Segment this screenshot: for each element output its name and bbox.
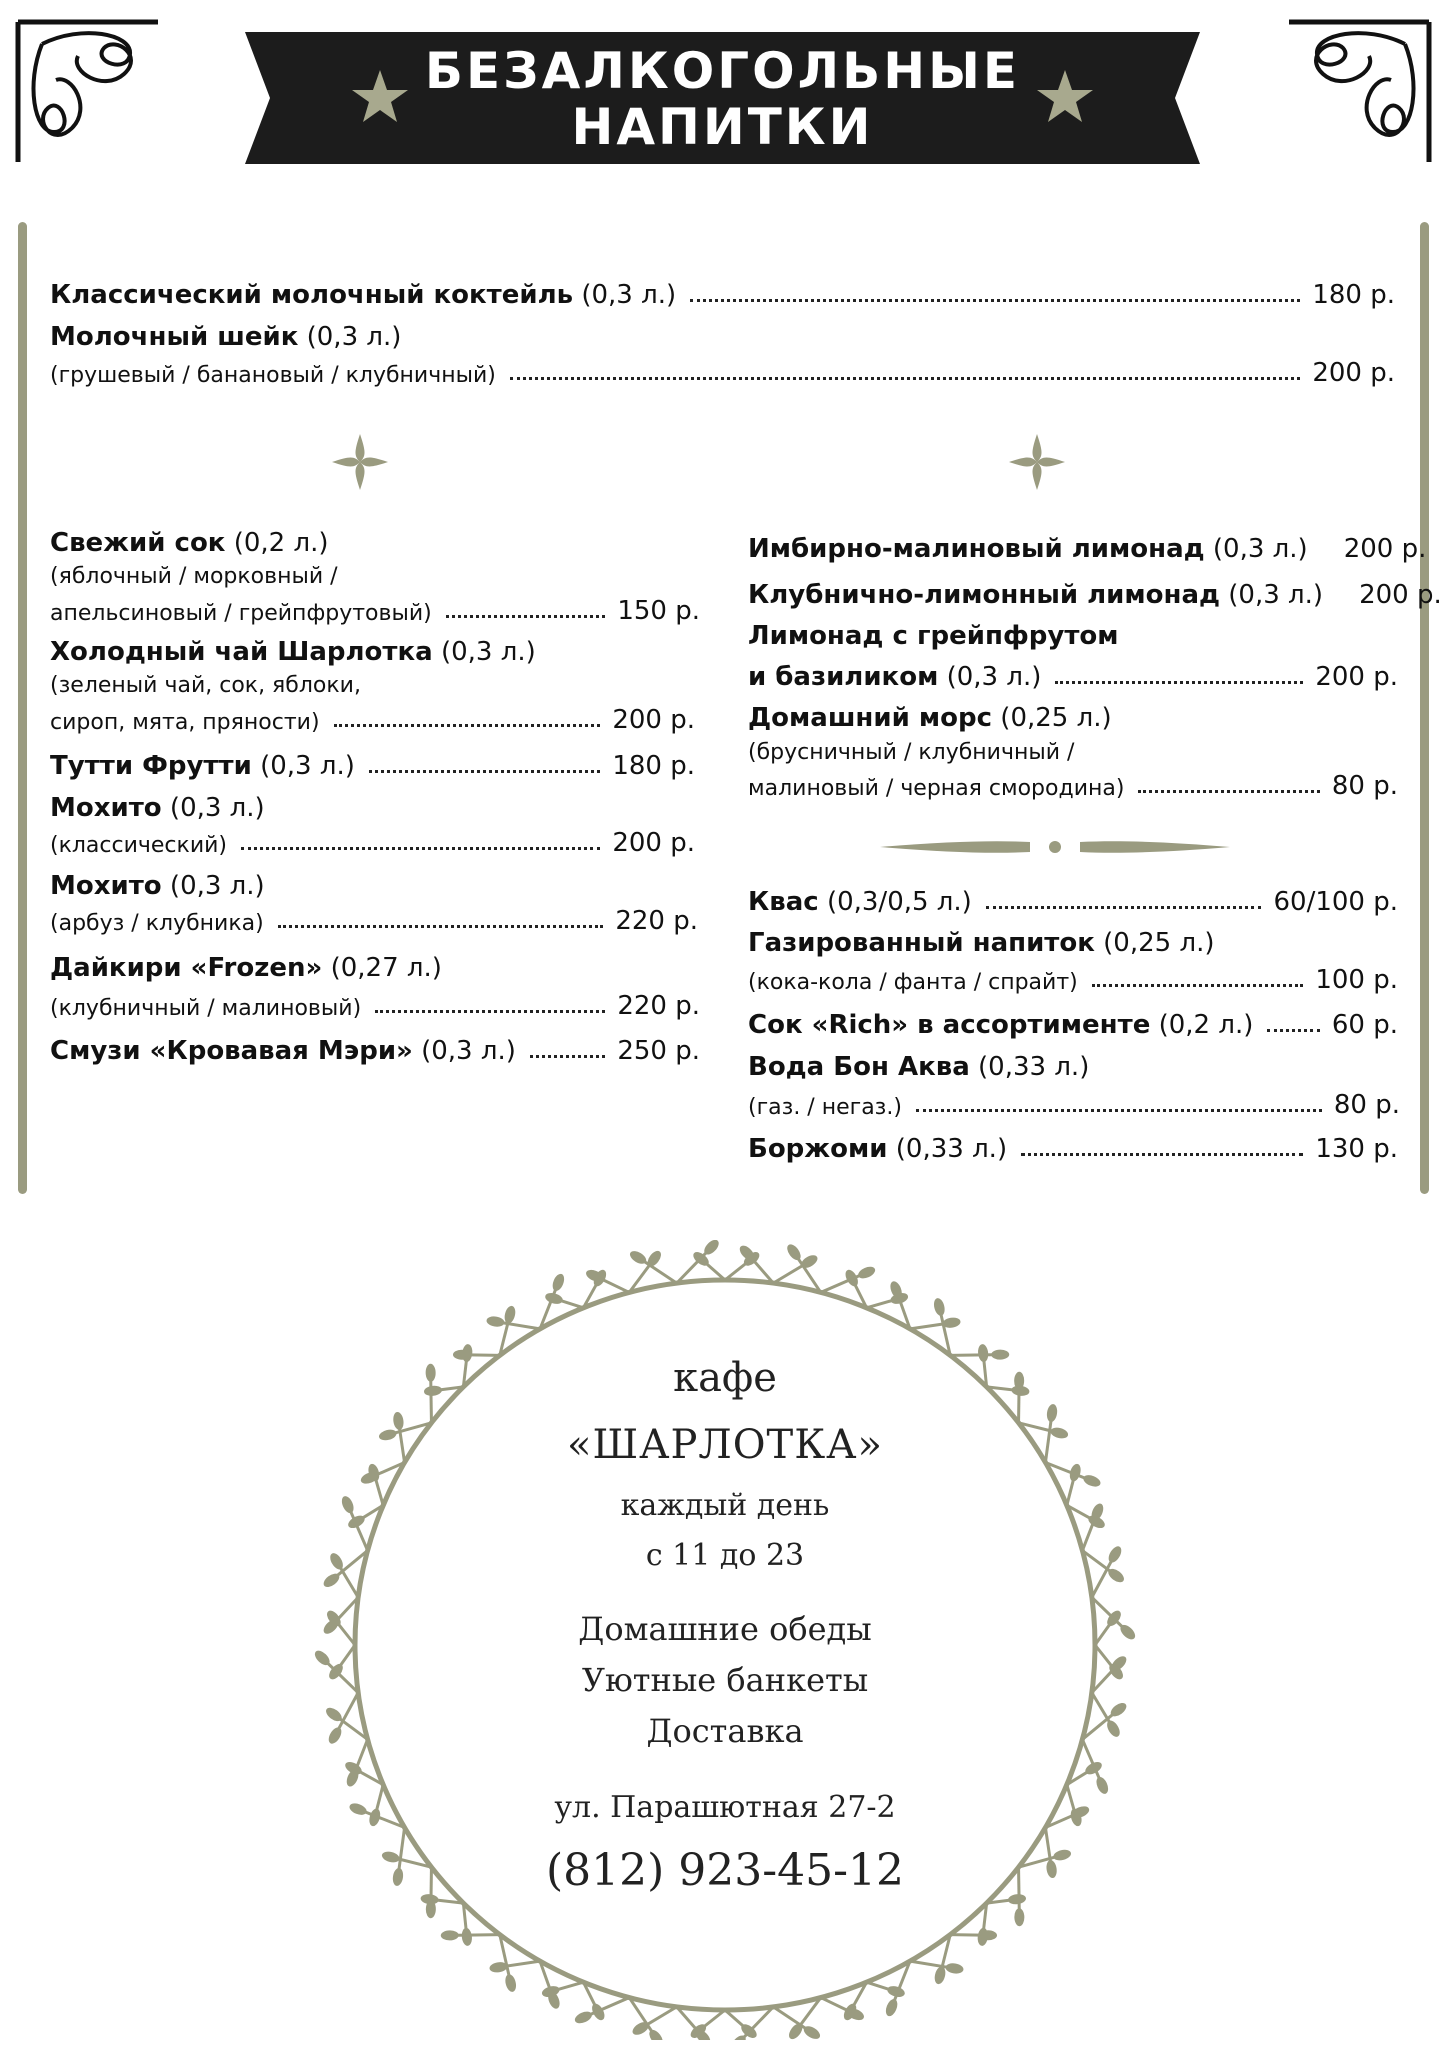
menu-item: (классический) 200 р. bbox=[50, 828, 695, 858]
menu-item-name: Молочный шейк (0,3 л.) bbox=[50, 322, 402, 352]
flower-divider-icon bbox=[330, 432, 390, 492]
menu-item: Квас (0,3/0,5 л.) 60/100 р. bbox=[748, 887, 1398, 917]
ornament-divider bbox=[880, 832, 1230, 862]
menu-item: (газ. / негаз.) 80 р. bbox=[748, 1090, 1400, 1120]
page-title-line2: НАПИТКИ bbox=[571, 98, 874, 156]
cafe-address: ул. Парашютная 27-2 bbox=[554, 1790, 896, 1825]
menu-item-note: (брусничный / клубничный / bbox=[748, 740, 1075, 765]
cafe-phone: (812) 923-45-12 bbox=[546, 1845, 904, 1896]
menu-item-note: (зеленый чай, сок, яблоки, bbox=[50, 673, 361, 698]
menu-item-name: Домашний морс (0,25 л.) bbox=[748, 703, 1112, 733]
page-title-line1: БЕЗАЛКОГОЛЬНЫЕ bbox=[424, 42, 1021, 100]
menu-item: Боржоми (0,33 л.) 130 р. bbox=[748, 1134, 1398, 1164]
menu-item: Тутти Фрутти (0,3 л.) 180 р. bbox=[50, 751, 695, 781]
menu-item: (клубничный / малиновый) 220 р. bbox=[50, 991, 700, 1021]
menu-item-name: Мохито (0,3 л.) bbox=[50, 871, 265, 901]
menu-item-name: Лимонад с грейпфрутом bbox=[748, 621, 1119, 651]
menu-item: апельсиновый / грейпфрутовый) 150 р. bbox=[50, 596, 700, 626]
menu-item-name: Свежий сок (0,2 л.) bbox=[50, 528, 329, 558]
corner-ornament-left bbox=[12, 14, 162, 164]
cafe-hours: каждый день bbox=[620, 1488, 830, 1523]
menu-item: Клубнично-лимонный лимонад (0,3 л.) 200 р. bbox=[748, 580, 1442, 610]
menu-item: Имбирно-малиновый лимонад (0,3 л.) 200 р. bbox=[748, 534, 1427, 564]
menu-item-name: Мохито (0,3 л.) bbox=[50, 793, 265, 823]
title-banner bbox=[245, 28, 1200, 168]
left-border-rail bbox=[18, 222, 27, 1194]
menu-item-name: Дайкири «Frozen» (0,27 л.) bbox=[50, 953, 442, 983]
corner-ornament-right bbox=[1285, 14, 1435, 164]
menu-item-note: (яблочный / морковный / bbox=[50, 564, 338, 589]
cafe-service: Уютные банкеты bbox=[581, 1661, 869, 1699]
cafe-service: Домашние обеды bbox=[578, 1610, 872, 1648]
cafe-name: «ШАРЛОТКА» bbox=[567, 1422, 883, 1468]
menu-item: (грушевый / банановый / клубничный) 200 р. bbox=[50, 358, 1395, 388]
menu-item-name: Вода Бон Аква (0,33 л.) bbox=[748, 1052, 1090, 1082]
menu-item: Смузи «Кровавая Мэри» (0,3 л.) 250 р. bbox=[50, 1036, 700, 1066]
flower-divider-icon bbox=[1007, 432, 1067, 492]
menu-item: сироп, мята, пряности) 200 р. bbox=[50, 705, 695, 735]
menu-item: (арбуз / клубника) 220 р. bbox=[50, 906, 698, 936]
right-border-rail bbox=[1420, 222, 1429, 1194]
cafe-service: Доставка bbox=[646, 1712, 804, 1750]
menu-item: Классический молочный коктейль (0,3 л.) 180 р. bbox=[50, 280, 1395, 310]
menu-item: (кока-кола / фанта / спрайт) 100 р. bbox=[748, 965, 1398, 995]
cafe-hours-time: с 11 до 23 bbox=[645, 1538, 805, 1573]
menu-item: Сок «Rich» в ассортименте (0,2 л.) 60 р. bbox=[748, 1010, 1398, 1040]
menu-item-name: Холодный чай Шарлотка (0,3 л.) bbox=[50, 637, 536, 667]
menu-item-name: Газированный напиток (0,25 л.) bbox=[748, 928, 1215, 958]
menu-item: малиновый / черная смородина) 80 р. bbox=[748, 771, 1398, 801]
cafe-kind: кафе bbox=[673, 1355, 777, 1401]
menu-item: и базиликом (0,3 л.) 200 р. bbox=[748, 662, 1398, 692]
